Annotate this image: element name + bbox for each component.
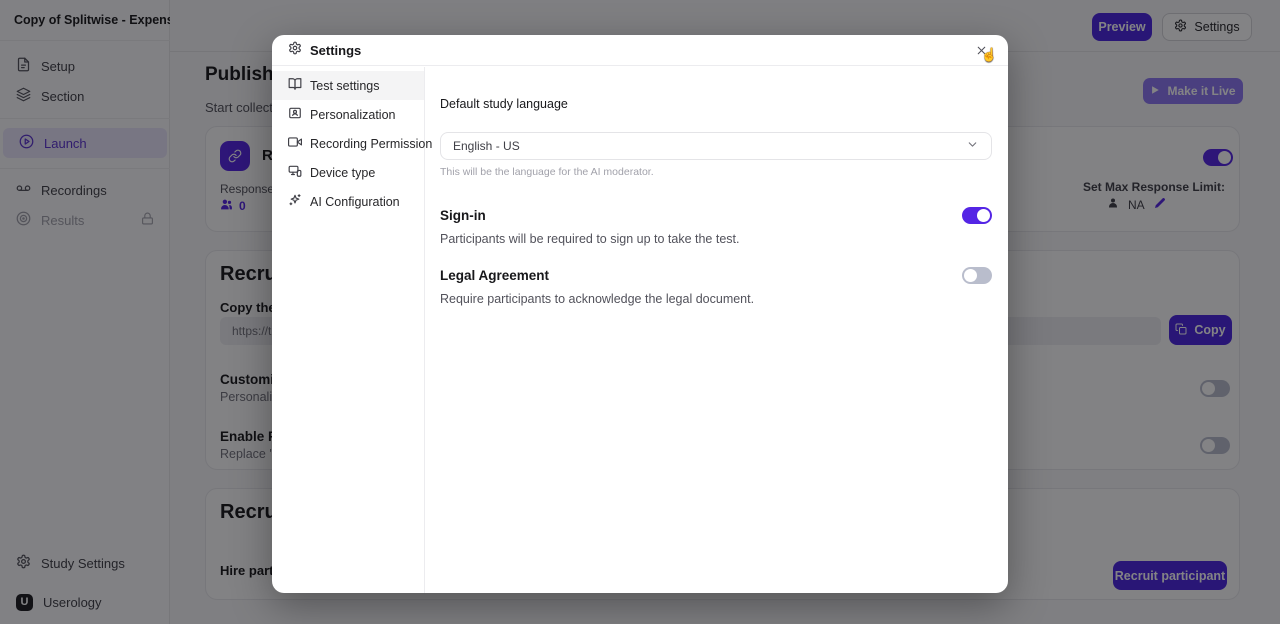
settings-modal [272,35,1008,593]
language-help: This will be the language for the AI moderator. [440,166,654,178]
close-icon[interactable] [975,44,988,57]
signin-section [440,207,992,246]
chevron-down-icon [966,138,979,154]
tab-device-type[interactable] [272,158,424,187]
signin-toggle[interactable] [962,207,992,224]
book-open-icon [288,77,302,94]
legal-desc: Require participants to acknowledge the legal document. [440,292,755,306]
devices-icon [288,164,302,181]
legal-section [440,267,992,306]
tab-ai-configuration[interactable] [272,187,424,216]
signin-title: Sign-in [440,208,486,223]
hand-cursor: ☝ [981,47,998,62]
tab-label: Test settings [310,78,380,93]
video-icon [288,135,302,152]
sparkles-icon [288,193,302,210]
tab-label: Personalization [310,107,396,122]
language-select[interactable] [440,132,992,160]
modal-content [425,67,1008,593]
legal-title: Legal Agreement [440,268,550,283]
language-value: English - US [453,139,520,153]
tab-recording-permission[interactable] [272,129,433,158]
toggle-knob [964,269,977,282]
tab-personalization[interactable] [272,100,424,129]
modal-title: Settings [310,42,362,58]
gear-icon [288,41,302,60]
tab-test-settings[interactable] [272,71,424,100]
signin-desc: Participants will be required to sign up to take the test. [440,232,740,246]
legal-toggle[interactable] [962,267,992,284]
tab-label: Recording Permission [310,136,433,151]
toggle-knob [977,209,990,222]
language-label: Default study language [440,97,568,111]
tab-label: AI Configuration [310,194,400,209]
modal-body [272,67,1008,593]
id-card-icon [288,106,302,123]
modal-header [272,35,1008,66]
tab-label: Device type [310,165,376,180]
modal-tab-list [272,67,433,593]
